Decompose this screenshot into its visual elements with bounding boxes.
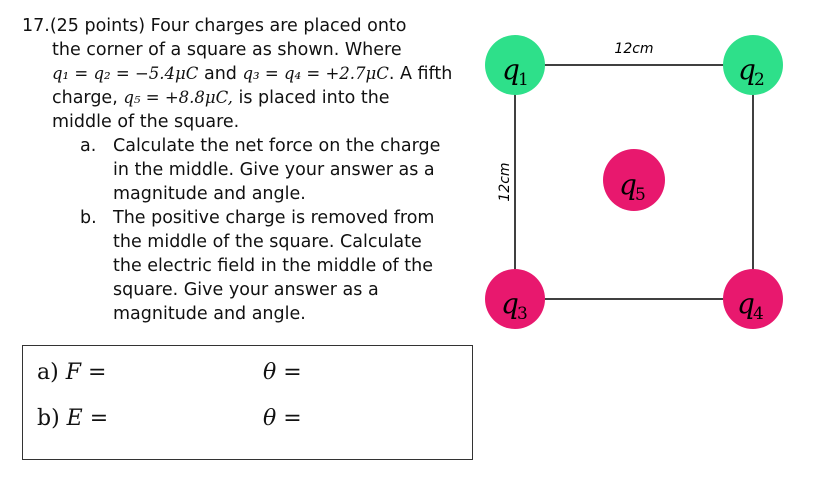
answer-b-angle[interactable] (263, 406, 302, 431)
answer-box (22, 345, 473, 460)
problem-line-5: middle of the square. (52, 112, 240, 132)
part-b-line: square. Give your answer as a (113, 280, 379, 300)
placed-text: is placed into the (232, 88, 390, 108)
answer-a-force[interactable] (37, 360, 106, 385)
part-a-line: Calculate the net force on the charge (113, 136, 441, 156)
problem-line-2: the corner of a square as shown. Where (52, 40, 402, 60)
answer-b-field[interactable] (37, 406, 108, 431)
charge-q1-subscript: 1 (518, 70, 529, 90)
charge-q3-subscript: 3 (517, 304, 528, 324)
part-b-line: The positive charge is removed from (113, 208, 435, 228)
charge-q2 (723, 35, 783, 95)
answer-b-theta: θ = (263, 406, 302, 431)
part-b-line: the middle of the square. Calculate (113, 232, 422, 252)
part-a-line: magnitude and angle. (113, 184, 306, 204)
top-dimension-label: 12cm (614, 41, 654, 57)
charge-q1 (485, 35, 545, 95)
part-a (22, 134, 472, 206)
q5-value: q₅ = +8.8μC, (123, 88, 233, 107)
answer-b-label: b) (37, 406, 67, 431)
part-a-marker: a. (80, 136, 97, 156)
part-a-line: in the middle. Give your answer as a (113, 160, 435, 180)
part-b-marker: b. (80, 208, 97, 228)
fifth-text: . A fifth (388, 64, 453, 84)
charge-q4 (723, 269, 783, 329)
part-b-line: the electric field in the middle of the (113, 256, 433, 276)
charge-q2-symbol: q (738, 53, 756, 86)
problem-line-4 (22, 86, 472, 110)
answer-a-theta: θ = (263, 360, 302, 385)
problem-line-1: 17.(25 points) Four charges are placed onto (22, 16, 407, 36)
answer-a-angle[interactable] (263, 360, 302, 385)
charge-q3-symbol: q (501, 287, 519, 320)
charge-q5 (603, 149, 665, 211)
charge-q5-subscript: 5 (635, 185, 646, 205)
q1-q2-value: q₁ = q₂ = −5.4μC (52, 64, 199, 83)
charge-q5-symbol: q (619, 168, 637, 201)
left-dimension-label: 12cm (497, 162, 513, 202)
charge-q4-subscript: 4 (753, 304, 764, 324)
and-text: and (198, 64, 243, 84)
charge-q1-symbol: q (502, 53, 520, 86)
answer-a-eq: = (80, 360, 107, 385)
answer-b-eq: = (82, 406, 109, 431)
charge-q4-symbol: q (737, 287, 755, 320)
answer-a-label: a) (37, 360, 66, 385)
q3-q4-value: q₃ = q₄ = +2.7μC (242, 64, 389, 83)
charge-square-diagram (475, 25, 795, 335)
answer-a-var: F (65, 360, 81, 385)
charge-q2-subscript: 2 (754, 70, 765, 90)
answer-b-var: E (66, 406, 83, 431)
charge-q3 (485, 269, 545, 329)
charge-text: charge, (52, 88, 124, 108)
problem-line-3 (22, 62, 472, 86)
part-b-line: magnitude and angle. (113, 304, 306, 324)
part-b (22, 206, 472, 326)
problem-text (22, 14, 472, 326)
